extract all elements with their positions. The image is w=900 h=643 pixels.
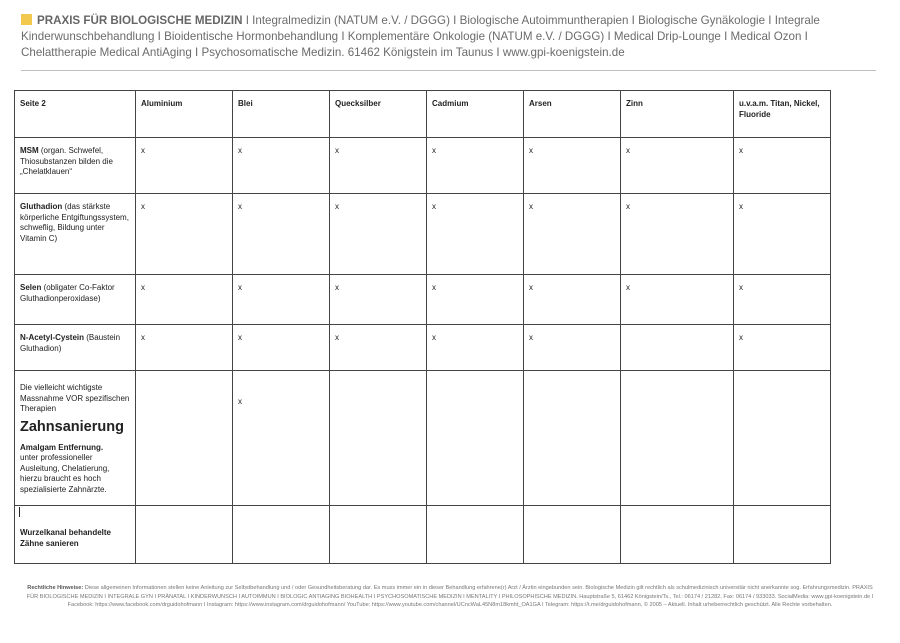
column-header: Aluminium <box>136 91 233 138</box>
table-cell: x <box>621 275 734 325</box>
table-cell: x <box>621 194 734 275</box>
table-cell: x <box>233 194 330 275</box>
metals-table <box>14 90 831 564</box>
row-label: MSM (organ. Schwefel, Thiosubstanzen bilden die „Chelatklauen“ <box>15 138 136 194</box>
header-divider <box>21 70 876 71</box>
table-cell: x <box>427 275 524 325</box>
table-cell <box>330 506 427 564</box>
table-cell: x <box>330 325 427 371</box>
brand-name: PRAXIS FÜR BIOLOGISCHE MEDIZIN <box>37 14 243 27</box>
table-cell <box>427 371 524 506</box>
column-header: Seite 2 <box>15 91 136 138</box>
brand-square-icon <box>21 14 32 25</box>
table-cell: x <box>734 138 831 194</box>
table-cell: x <box>524 275 621 325</box>
table-cell: x <box>233 371 330 506</box>
table-cell <box>136 506 233 564</box>
table-cell <box>524 371 621 506</box>
table-cell <box>621 506 734 564</box>
table-cell: x <box>734 275 831 325</box>
table-row <box>15 325 831 371</box>
table-cell: x <box>233 325 330 371</box>
table-cell <box>136 371 233 506</box>
table-cell <box>734 371 831 506</box>
legal-footer <box>24 584 876 610</box>
header-services: I Integralmedizin (NATUM e.V. / DGGG) I Biologische Autoimmuntherapien I Biologische Gynäkologie I Integrale Kinderwunschbehandlung I Bioidentische Hormonbehandlung I Komplementäre Onkologie (NATUM e.V. / DGGG) I Medical Drip-Lounge I Medical Ozon I Chelattherapie Medical AntiAging I Psychosomatische Medizin. 61462 Königstein im Taunus I www.gpi-koenigstein.de <box>21 14 820 59</box>
row-label: Gluthadion (das stärkste körperliche Entgiftungssystem, schweflig, Bildung unter Vitamin C) <box>15 194 136 275</box>
table-cell: x <box>734 325 831 371</box>
table-cell: x <box>330 194 427 275</box>
table-cell: x <box>136 138 233 194</box>
page-header <box>21 13 881 61</box>
table-cell <box>734 506 831 564</box>
column-header: u.v.a.m. Titan, Nickel, Fluoride <box>734 91 831 138</box>
table-cell <box>427 506 524 564</box>
text-cursor <box>19 507 20 517</box>
table-cell <box>330 371 427 506</box>
table-cell <box>233 506 330 564</box>
row-label <box>15 371 136 506</box>
row-label: Wurzelkanal behandelte Zähne sanieren <box>15 506 136 564</box>
row-label: Selen (obligater Co-Faktor Gluthadionperoxidase) <box>15 275 136 325</box>
zahn-intro: Die vielleicht wichtigste Massnahme VOR spezifischen Therapien <box>20 383 130 413</box>
table-row <box>15 371 831 506</box>
table-cell: x <box>330 275 427 325</box>
table-cell: x <box>524 194 621 275</box>
table-cell: x <box>233 275 330 325</box>
column-header: Arsen <box>524 91 621 138</box>
zahn-desc: unter professioneller Ausleitung, Chelatierung, hierzu braucht es hoch spezialisierte Zahnärzte. <box>20 453 110 494</box>
column-header: Blei <box>233 91 330 138</box>
table-row <box>15 138 831 194</box>
table-cell <box>621 325 734 371</box>
zahn-title: Zahnsanierung <box>20 418 124 435</box>
table-row <box>15 506 831 564</box>
table-cell <box>621 371 734 506</box>
table-cell: x <box>427 194 524 275</box>
column-header: Zinn <box>621 91 734 138</box>
table-cell: x <box>330 138 427 194</box>
table-cell: x <box>621 138 734 194</box>
table-cell: x <box>136 275 233 325</box>
footer-label: Rechtliche Hinweise: <box>27 585 84 591</box>
table-cell: x <box>233 138 330 194</box>
table-cell <box>524 506 621 564</box>
table-cell: x <box>524 138 621 194</box>
table-row <box>15 275 831 325</box>
column-header: Cadmium <box>427 91 524 138</box>
footer-text: Diese allgemeinen Informationen stellen keine Anleitung zur Selbstbehandlung und / oder Gesundheitsberatung dar. Es muss immer ein in dieser Behandlung erfahrene(r) Arzt / Ärztin eingebunden sein. Biologische Medizin gilt rechtlich als schulmedizinisch universitär nicht anerkannte sog. Erfahrungsmedizin. PRAXIS FÜR BIOLOGISCHE MEDIZIN I INTEGRALE GYN I PRÄNATAL I KINDERWUNSCH I AUTOIMMUN I BIOLOGIC ANTIAGING BIOHEALTH I PSYCHOSOMATISCHE MEDIZIN I MENTALITY I PHILOSOPHISCHE MEDIZIN. Hauptstraße 5, 61462 Königstein/Ts., Tel.: 06174 / 21282, Fax: 06174 / 933033. SocialMedia: www.gpi-koenigstein.de I Facebook: https://www.facebook.com/drguidohofmann I Instagram: https://www.instagram.com/drguidohofmann/ YouTube: https://www.youtube.com/channel/UCncWaL45N8m18kmht_OA1GA I Telegram: https://t.me/drguidohofmann, © 2005 – Aktuell. Inhalt urheberrechtlich geschützt. Alle Rechte vorbehalten. <box>26 585 874 609</box>
table-cell: x <box>427 325 524 371</box>
table-header-row <box>15 91 831 138</box>
table-cell: x <box>136 325 233 371</box>
table-cell: x <box>734 194 831 275</box>
table-cell: x <box>136 194 233 275</box>
table-cell: x <box>524 325 621 371</box>
table-row <box>15 194 831 275</box>
row-label: N-Acetyl-Cystein (Baustein Gluthadion) <box>15 325 136 371</box>
zahn-sub: Amalgam Entfernung. <box>20 442 104 452</box>
table-cell: x <box>427 138 524 194</box>
column-header: Quecksilber <box>330 91 427 138</box>
